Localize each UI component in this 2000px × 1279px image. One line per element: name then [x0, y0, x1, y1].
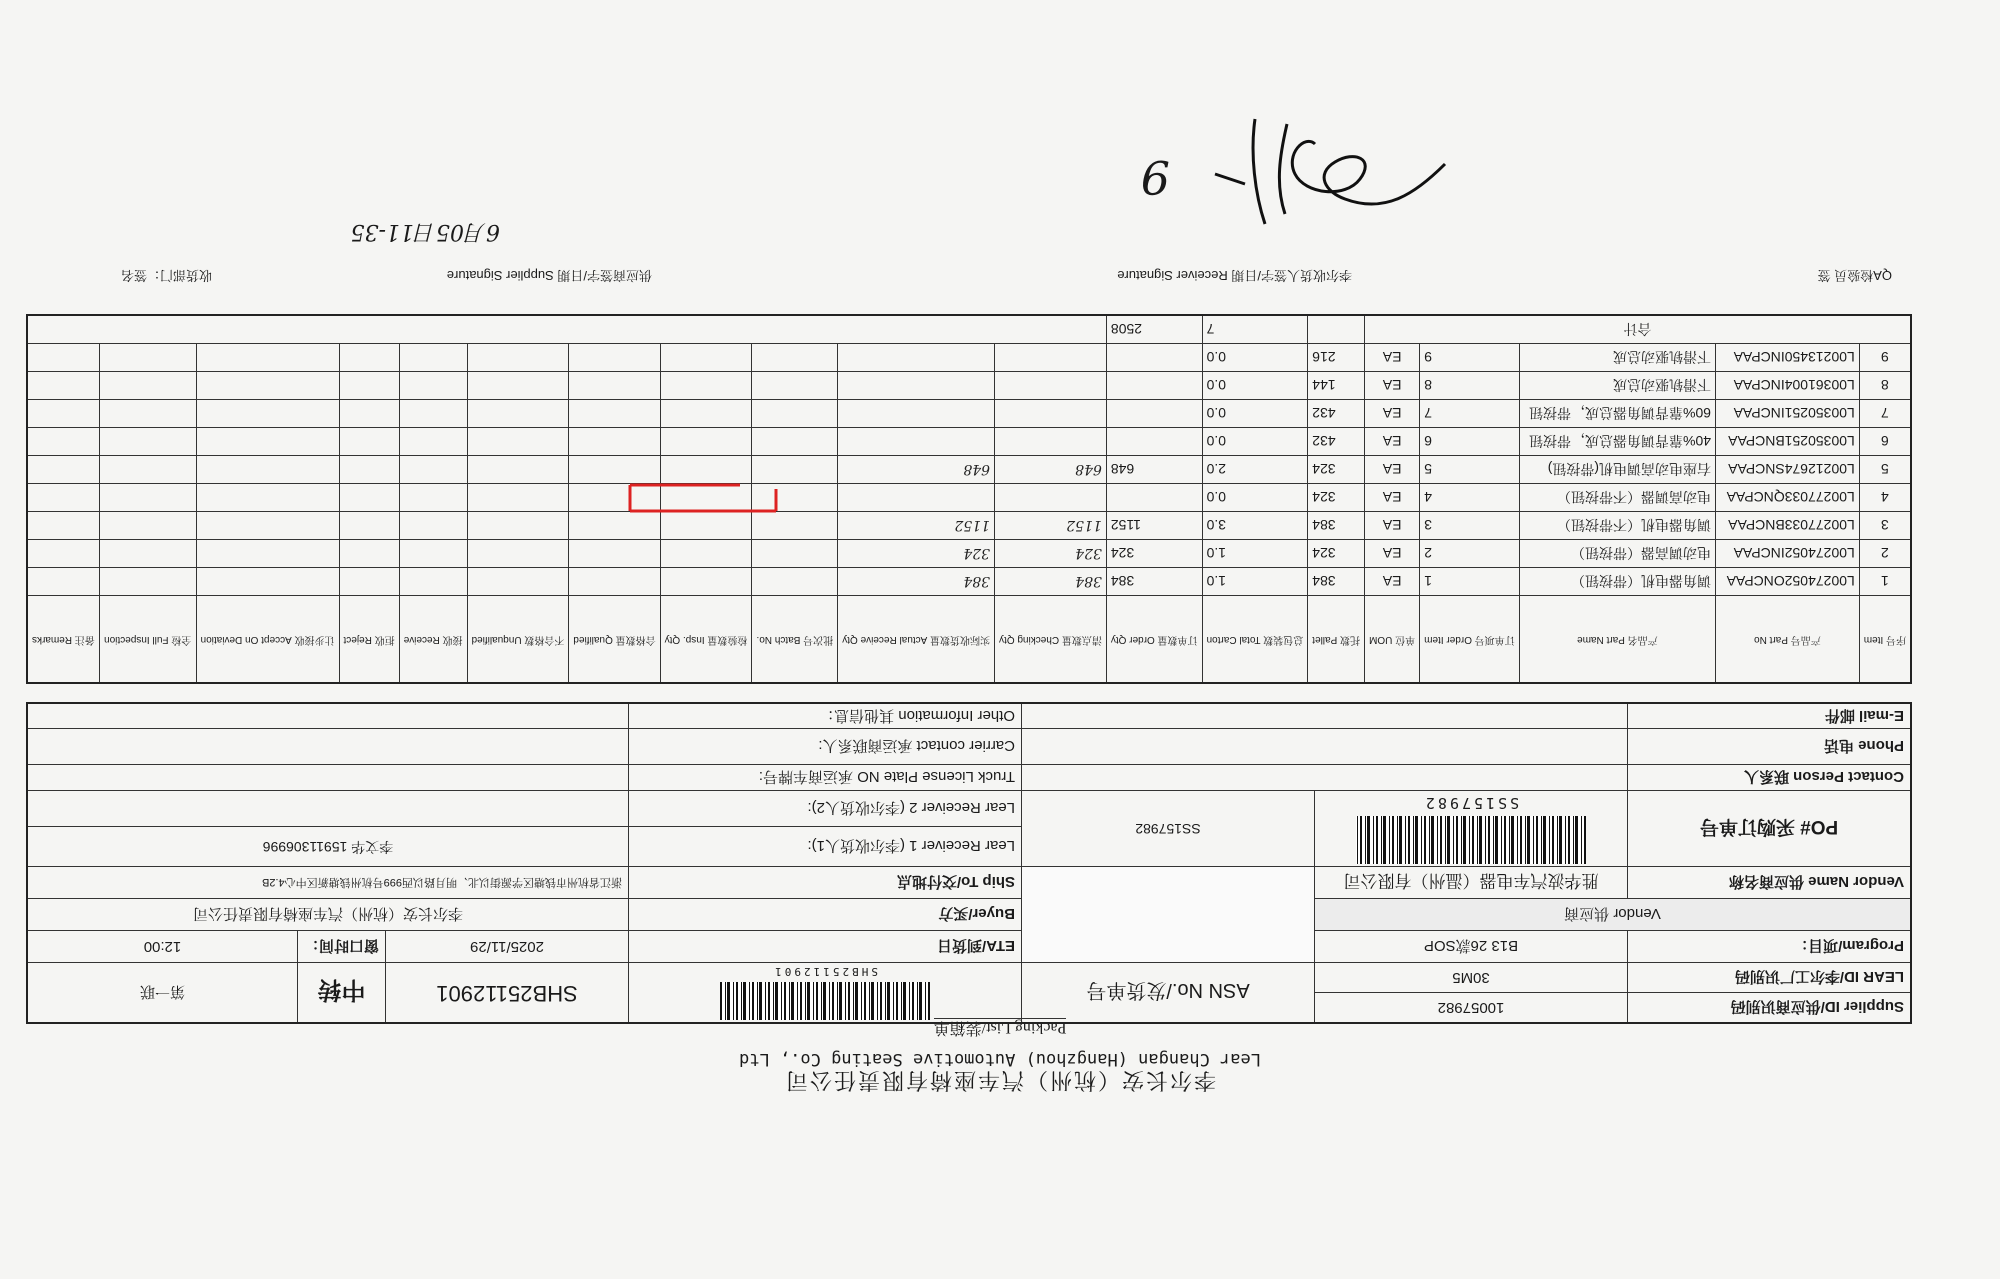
- cell-order-item: 3: [1420, 512, 1520, 540]
- table-row: [27, 540, 1911, 568]
- vendor-blank: [1022, 867, 1315, 963]
- red-ink-mark: [620, 477, 780, 519]
- cell-carton: 1.0: [1202, 568, 1308, 596]
- cell-empty: [339, 456, 399, 484]
- cell-uom: EA: [1365, 568, 1420, 596]
- receiver2-value: [27, 791, 629, 827]
- cell-empty: [27, 372, 99, 400]
- cell-empty: [27, 512, 99, 540]
- cell-order-item: 2: [1420, 540, 1520, 568]
- vendor-sign-label: 供应商签字/日期 Supplier Signature: [446, 268, 652, 283]
- cell-uom: EA: [1365, 400, 1420, 428]
- cell-part-no: L00212674SNCPAA: [1716, 456, 1860, 484]
- eta-label: ETA/到货日: [629, 931, 1022, 963]
- qa-label: QA检验员 签: [1817, 268, 1892, 283]
- cell-order-qty: [1106, 344, 1202, 372]
- cell-empty: [27, 540, 99, 568]
- cell-part-name: 电动调高器（带按钮）: [1519, 540, 1715, 568]
- form-title-text: Packing List/装箱单: [933, 1019, 1067, 1036]
- cell-empty: [99, 540, 196, 568]
- cell-item: 6: [1859, 428, 1911, 456]
- cell-uom: EA: [1365, 484, 1420, 512]
- window-time: 12:00: [27, 931, 297, 963]
- cell-order-qty: 648: [1106, 456, 1202, 484]
- contact-label: Contact Person 联系人: [1628, 765, 1912, 791]
- cell-checking: 648: [995, 456, 1107, 484]
- cell-uom: EA: [1365, 344, 1420, 372]
- cell-actual: [838, 484, 995, 512]
- truck-label: Truck License Plate NO 承运商车牌号:: [629, 765, 1022, 791]
- cell-empty: [339, 428, 399, 456]
- program-label: Program/项目：: [1628, 931, 1912, 963]
- handwritten-signature: [1195, 114, 1455, 254]
- email-label: E-mail 邮件: [1628, 703, 1912, 729]
- cell-pallet: 324: [1308, 484, 1365, 512]
- cell-empty: [196, 568, 339, 596]
- totals-label: 合计: [1365, 315, 1911, 344]
- col-order-item: 订单项号 Order Item: [1420, 596, 1520, 684]
- receiver2-label: Lear Receiver 2 (李尔收货人2):: [629, 791, 1022, 827]
- asn-barcode-cell: [629, 963, 1022, 1023]
- cell-part-no: L00350251BNCPAA: [1716, 428, 1860, 456]
- buyer-label: Buyer/买方: [629, 899, 1022, 931]
- cell-item: 3: [1859, 512, 1911, 540]
- cell-empty: [196, 484, 339, 512]
- cell-actual: [838, 372, 995, 400]
- cell-empty: [752, 344, 838, 372]
- cell-uom: EA: [1365, 428, 1420, 456]
- col-qualified: 合格数量 Qualified: [569, 596, 660, 684]
- po-number: SS157982: [1022, 791, 1315, 867]
- cell-pallet: 216: [1308, 344, 1365, 372]
- table-row: [27, 428, 1911, 456]
- cell-empty: [99, 568, 196, 596]
- cell-empty: [27, 484, 99, 512]
- col-accept-deviation: 让步接收 Accept On Deviation: [196, 596, 339, 684]
- program-value: B13 26款SOP: [1315, 931, 1628, 963]
- cell-carton: 0.0: [1202, 344, 1308, 372]
- cell-empty: [467, 456, 569, 484]
- cell-empty: [660, 540, 752, 568]
- asn-number: SHB25112901: [386, 963, 629, 1023]
- col-uom: 单位 UOM: [1365, 596, 1420, 684]
- other-info-value: [27, 703, 629, 729]
- cell-empty: [196, 428, 339, 456]
- lear-id-value: 30M5: [1315, 963, 1628, 993]
- copy-label: 第一联: [27, 963, 297, 1023]
- cell-checking: [995, 428, 1107, 456]
- cell-empty: [339, 344, 399, 372]
- cell-empty: [569, 568, 660, 596]
- asn-barcode: [720, 982, 930, 1020]
- cell-carton: 3.0: [1202, 512, 1308, 540]
- cell-part-name: 右座电动高调电机(带按钮): [1519, 456, 1715, 484]
- cell-part-name: 下滑轨驱动总成: [1519, 372, 1715, 400]
- col-item: 序号 Item: [1859, 596, 1911, 684]
- cell-checking: [995, 484, 1107, 512]
- cell-checking: 384: [995, 568, 1107, 596]
- asn-barcode-text: SHB25112901: [772, 965, 878, 979]
- cell-empty: [399, 428, 467, 456]
- cell-item: 7: [1859, 400, 1911, 428]
- cell-part-no: L00361004INCPAA: [1716, 372, 1860, 400]
- table-row: [27, 568, 1911, 596]
- cell-order-item: 9: [1420, 344, 1520, 372]
- cell-empty: [399, 456, 467, 484]
- cell-empty: [196, 456, 339, 484]
- cell-part-name: 调角器电机（带按钮）: [1519, 568, 1715, 596]
- cell-order-qty: [1106, 400, 1202, 428]
- cell-checking: 1152: [995, 512, 1107, 540]
- cell-actual: 384: [838, 568, 995, 596]
- cell-pallet: 144: [1308, 372, 1365, 400]
- col-receive: 接收 Receive: [399, 596, 467, 684]
- truck-value: [27, 765, 629, 791]
- cell-item: 8: [1859, 372, 1911, 400]
- cell-actual: 1152: [838, 512, 995, 540]
- cell-empty: [339, 484, 399, 512]
- lear-id-label: LEAR ID/李尔工厂识别码: [1628, 963, 1912, 993]
- cell-empty: [99, 456, 196, 484]
- cell-empty: [99, 400, 196, 428]
- po-barcode: [1356, 816, 1586, 864]
- cell-empty: [467, 400, 569, 428]
- totals-row: [27, 315, 1911, 344]
- cell-part-name: 40%靠背调角器总成，带按钮: [1519, 428, 1715, 456]
- col-part-no: 产品号 Part No: [1716, 596, 1860, 684]
- cell-empty: [339, 568, 399, 596]
- cell-order-qty: [1106, 484, 1202, 512]
- supplier-id-label: Supplier ID/供应商识别码: [1628, 993, 1912, 1023]
- table-row: [27, 512, 1911, 540]
- cell-order-qty: 1152: [1106, 512, 1202, 540]
- cell-carton: 0.0: [1202, 428, 1308, 456]
- cell-empty: [752, 400, 838, 428]
- cell-empty: [569, 400, 660, 428]
- cell-order-qty: [1106, 428, 1202, 456]
- cell-actual: 648: [838, 456, 995, 484]
- phone-value: [1022, 729, 1628, 765]
- cell-pallet: 384: [1308, 568, 1365, 596]
- cell-part-no: L00274052ONCPAA: [1716, 568, 1860, 596]
- carrier-label: Carrier contact 承运商联系人:: [629, 729, 1022, 765]
- cell-order-item: 7: [1420, 400, 1520, 428]
- cell-order-item: 6: [1420, 428, 1520, 456]
- cell-empty: [99, 484, 196, 512]
- footer-labels: [26, 258, 1912, 298]
- cell-pallet: 432: [1308, 428, 1365, 456]
- items-body: [27, 315, 1911, 596]
- cell-carton: 0.0: [1202, 484, 1308, 512]
- cell-empty: [399, 400, 467, 428]
- po-barcode-text: SS157982: [1422, 794, 1520, 812]
- cell-part-no: L00213450INCPAA: [1716, 344, 1860, 372]
- cell-item: 2: [1859, 540, 1911, 568]
- cell-empty: [660, 400, 752, 428]
- col-reject: 拒收 Reject: [339, 596, 399, 684]
- cell-pallet: 384: [1308, 512, 1365, 540]
- vendor-name-label: Vendor Name 供应商名称: [1628, 867, 1912, 899]
- po-label: PO# 采购订单号: [1628, 791, 1912, 867]
- contact-value: [1022, 765, 1628, 791]
- ship-to-label: Ship To/交付地点: [629, 867, 1022, 899]
- cell-empty: [660, 344, 752, 372]
- col-total-carton: 总包装数 Total Carton: [1202, 596, 1308, 684]
- ship-to-value: 浙江省杭州市钱塘区学源街以北、明月路以西999号杭州钱塘新区中心4.2B: [27, 867, 629, 899]
- cell-uom: EA: [1365, 372, 1420, 400]
- col-order-qty: 订单数量 Order Qty: [1106, 596, 1202, 684]
- asn-label: ASN No./发货单号: [1022, 963, 1315, 1023]
- cell-actual: [838, 400, 995, 428]
- cell-empty: [467, 512, 569, 540]
- cell-actual: [838, 344, 995, 372]
- header-table: [26, 702, 1912, 1024]
- cell-empty: [660, 428, 752, 456]
- cell-empty: [196, 512, 339, 540]
- phone-label: Phone 电话: [1628, 729, 1912, 765]
- cell-empty: [467, 484, 569, 512]
- cell-empty: [27, 344, 99, 372]
- totals-order-qty: 2508: [1106, 315, 1202, 344]
- cell-pallet: 324: [1308, 540, 1365, 568]
- direct-supply-stamp: 中转: [297, 963, 385, 1023]
- cell-item: 5: [1859, 456, 1911, 484]
- other-info-label: Other Information 其他信息：: [629, 703, 1022, 729]
- cell-part-no: L00350251INCPAA: [1716, 400, 1860, 428]
- cell-empty: [339, 372, 399, 400]
- cell-item: 4: [1859, 484, 1911, 512]
- cell-empty: [569, 540, 660, 568]
- cell-empty: [467, 568, 569, 596]
- col-part-name: 产品名 Part Name: [1519, 596, 1715, 684]
- cell-empty: [196, 400, 339, 428]
- cell-checking: [995, 400, 1107, 428]
- receiver-sign-label: 李尔收货人签字/日期 Receiver Signature: [1117, 268, 1352, 283]
- col-full-inspection: 全检 Full Inspection: [99, 596, 196, 684]
- col-checking-qty: 清点数量 Checking Qty: [995, 596, 1107, 684]
- cell-actual: 324: [838, 540, 995, 568]
- col-remarks: 备注 Remarks: [27, 596, 99, 684]
- cell-order-item: 1: [1420, 568, 1520, 596]
- company-name-en: Lear Changan (Hangzhou) Automotive Seating Co., Ltd: [739, 1049, 1261, 1069]
- cell-actual: [838, 428, 995, 456]
- handwritten-date: 6月05日11-35: [350, 219, 500, 244]
- carrier-value: [27, 729, 629, 765]
- col-actual-qty: 实际收货数量 Actual Receive Qty: [838, 596, 995, 684]
- cell-empty: [467, 428, 569, 456]
- cell-order-item: 5: [1420, 456, 1520, 484]
- table-row: [27, 400, 1911, 428]
- cell-empty: [339, 400, 399, 428]
- handwritten-initials: 9: [1140, 150, 1170, 204]
- col-insp-qty: 检验数量 Insp. Qty: [660, 596, 752, 684]
- cell-empty: [27, 456, 99, 484]
- cell-part-no: L00277033BNCPAA: [1716, 512, 1860, 540]
- cell-empty: [569, 372, 660, 400]
- table-row: [27, 456, 1911, 484]
- items-table: [26, 314, 1912, 684]
- cell-part-name: 电动高调器（不带按钮）: [1519, 484, 1715, 512]
- cell-carton: 1.0: [1202, 540, 1308, 568]
- cell-empty: [399, 512, 467, 540]
- supplier-id-value: 10057982: [1315, 993, 1628, 1023]
- cell-part-name: 调角器电机（不带按钮）: [1519, 512, 1715, 540]
- cell-order-qty: 384: [1106, 568, 1202, 596]
- cell-order-qty: [1106, 372, 1202, 400]
- cell-checking: [995, 372, 1107, 400]
- cell-empty: [752, 568, 838, 596]
- cell-empty: [196, 540, 339, 568]
- cell-item: 1: [1859, 568, 1911, 596]
- cell-empty: [99, 372, 196, 400]
- cell-empty: [569, 344, 660, 372]
- cell-empty: [752, 428, 838, 456]
- warehouse-label: 收货部门：签名: [120, 268, 212, 283]
- cell-empty: [27, 568, 99, 596]
- buyer-value: 李尔长安（杭州）汽车座椅有限责任公司: [27, 899, 629, 931]
- cell-empty: [399, 568, 467, 596]
- cell-order-item: 4: [1420, 484, 1520, 512]
- window-label: 窗口时间：: [297, 931, 385, 963]
- cell-empty: [27, 428, 99, 456]
- cell-empty: [399, 540, 467, 568]
- vendor-label: Vendor 供应商: [1315, 899, 1912, 931]
- totals-carton: 7: [1202, 315, 1308, 344]
- cell-carton: 0.0: [1202, 372, 1308, 400]
- cell-part-name: 60%靠背调角器总成，带按钮: [1519, 400, 1715, 428]
- company-name-cn: 李尔长安（杭州）汽车座椅有限责任公司: [784, 1068, 1217, 1093]
- cell-empty: [752, 540, 838, 568]
- cell-empty: [339, 540, 399, 568]
- cell-empty: [399, 372, 467, 400]
- cell-checking: 324: [995, 540, 1107, 568]
- cell-empty: [399, 344, 467, 372]
- receiver1-value: 李文华 15911306996: [27, 827, 629, 867]
- table-row: [27, 372, 1911, 400]
- cell-empty: [399, 484, 467, 512]
- col-pallet: 托数 Pallet: [1308, 596, 1365, 684]
- cell-carton: 2.0: [1202, 456, 1308, 484]
- cell-part-name: 下滑轨驱动总成: [1519, 344, 1715, 372]
- cell-part-no: L00274052INCPAA: [1716, 540, 1860, 568]
- table-row: [27, 344, 1911, 372]
- email-value: [1022, 703, 1628, 729]
- cell-empty: [99, 512, 196, 540]
- col-unqualified: 不合格数 Unqualified: [467, 596, 569, 684]
- receiver1-label: Lear Receiver 1 (李尔收货人1):: [629, 827, 1022, 867]
- table-row: [27, 484, 1911, 512]
- cell-empty: [467, 372, 569, 400]
- cell-item: 9: [1859, 344, 1911, 372]
- cell-empty: [467, 540, 569, 568]
- cell-empty: [27, 400, 99, 428]
- cell-part-no: L00277033QNCPAA: [1716, 484, 1860, 512]
- cell-empty: [660, 372, 752, 400]
- cell-empty: [660, 568, 752, 596]
- cell-uom: EA: [1365, 456, 1420, 484]
- cell-pallet: 432: [1308, 400, 1365, 428]
- col-batch-no: 批次号 Batch No.: [752, 596, 838, 684]
- totals-pallet: [1308, 315, 1365, 344]
- cell-checking: [995, 344, 1107, 372]
- cell-uom: EA: [1365, 540, 1420, 568]
- cell-order-qty: 324: [1106, 540, 1202, 568]
- cell-empty: [752, 372, 838, 400]
- cell-empty: [99, 428, 196, 456]
- cell-empty: [196, 344, 339, 372]
- cell-empty: [196, 372, 339, 400]
- cell-empty: [467, 344, 569, 372]
- cell-order-item: 8: [1420, 372, 1520, 400]
- cell-empty: [99, 344, 196, 372]
- totals-rest: [27, 315, 1106, 344]
- cell-empty: [339, 512, 399, 540]
- cell-carton: 0.0: [1202, 400, 1308, 428]
- po-barcode-cell: [1315, 791, 1628, 867]
- vendor-name-value: 胜华波汽车电器（温州）有限公司: [1315, 867, 1628, 899]
- cell-uom: EA: [1365, 512, 1420, 540]
- cell-pallet: 324: [1308, 456, 1365, 484]
- eta-date: 2025/11/29: [386, 931, 629, 963]
- cell-empty: [569, 428, 660, 456]
